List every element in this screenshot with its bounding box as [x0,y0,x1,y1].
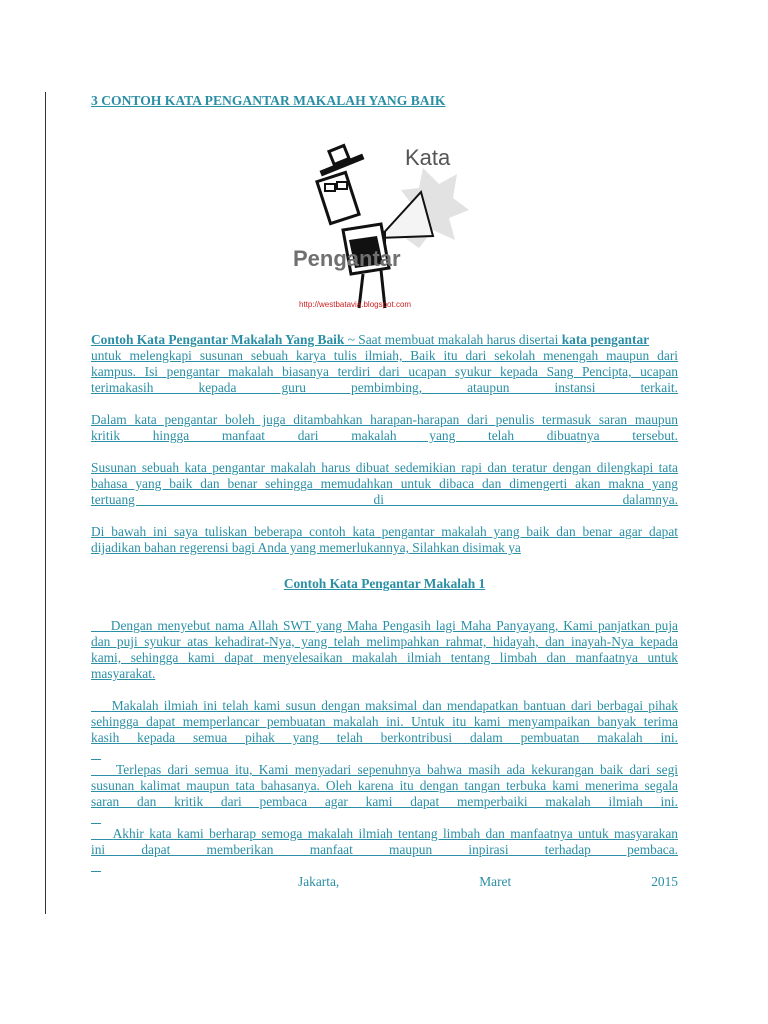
para3-line: Susunan sebuah kata pengantar makalah harus dibuat sedemikian rapi dan teratur dengan dilengkapi tata [91,460,678,475]
body-p1-line: masyarakat. [91,666,156,681]
figure-word-kata: Kata [405,145,451,170]
page-title: 3 CONTOH KATA PENGANTAR MAKALAH YANG BAIK [91,93,446,108]
para4-line: Di bawah ini saya tuliskan beberapa contoh kata pengantar makalah yang baik dan benar agar dapat [91,524,678,539]
intro-line: kampus. Isi pengantar makalah biasanya terdiri dari ucapan syukur kepada Sang Pencipta, ucapan [91,364,678,379]
head-shape [317,172,359,223]
body-p3-line: saran dan kritik dari pembaca agar kami dapat memperbaiki makalah ilmiah ini. [91,794,678,809]
intro-lead-text: ~ Saat membuat makalah harus disertai [344,332,562,347]
para3-line: tertuang di dalamnya. [91,492,678,507]
figure-url: http://westbatavia.blogspot.com [299,300,412,309]
body-p2-line: sehingga dapat memperlancar pembuatan makalah ini. Untuk itu kami menyampaikan banyak terima [91,714,678,729]
section-heading: Contoh Kata Pengantar Makalah 1 [283,576,486,591]
blank-underline [91,858,678,874]
body-p3-line: Terlepas dari semua itu, Kami menyadari sepenuhnya bahwa masih ada kekurangan baik dari segi [91,762,678,777]
body-p1-line: Dengan menyebut nama Allah SWT yang Maha Pengasih lagi Maha Panyayang, Kami panjatkan puja [91,618,678,633]
signoff-text: Jakarta, Maret 2015 [298,874,678,889]
intro-lead [91,332,678,348]
body-p2-line: Makalah ilmiah ini telah kami susun dengan maksimal dan mendapatkan bantuan dari berbagai pihak [91,698,678,713]
page-margin-line [45,92,46,914]
body-p4-line: ini dapat memberikan manfaat maupun inpirasi terhadap pembaca. [91,842,678,857]
intro-lead-bold2: kata pengantar [561,332,650,347]
body-p1-line: dan puji syukur atas kehadirat-Nya, yang telah melimpahkan rahmat, hidayah, dan inayah-Nya kepada [91,634,678,649]
blank-underline [91,746,678,762]
para3-line: bahasa yang baik dan benar sehingga memudahkan untuk dibaca dan dimengerti akan makna yang [91,476,678,491]
signoff-line [91,874,678,890]
body-p3-line: susunan kalimat maupun tata bahasanya. Oleh karena itu dengan tangan terbuka kami menerima segala [91,778,678,793]
intro-line: untuk melengkapi susunan sebuah karya tulis ilmiah, Baik itu dari sekolah menengah maupun dari [91,348,678,363]
para2-line: Dalam kata pengantar boleh juga ditambahkan harapan-harapan dari penulis termasuk saran maupun [91,412,678,427]
eye-right [337,182,347,189]
intro-line: terimakasih kepada guru pembimbing, ataupun instansi terkait. [91,380,678,395]
para4-line: dijadikan bahan regerensi bagi Anda yang memerlukannya, Silahkan disimak ya [91,540,521,555]
body-p4-line: Akhir kata kami berharap semoga makalah ilmiah tentang limbah dan manfaatnya untuk masyarakan [91,826,679,841]
body-p1-line: kami, sehingga kami dapat menyelesaikan makalah ilmiah tentang limbah dan manfaatnya untuk [91,650,678,665]
eye-left [325,184,335,191]
figure-word-pengantar: Pengantar [293,246,401,271]
para2-line: kritik hingga manfaat dari makalah yang telah dibuatnya tersebut. [91,428,678,443]
blank-underline [91,810,678,826]
intro-lead-bold: Contoh Kata Pengantar Makalah Yang Baik [91,332,345,347]
body-p2-line: kasih kepada semua pihak yang telah berkontribusi dalam pembuatan makalah ini. [91,730,678,745]
article-illustration [293,118,473,318]
document-page [91,92,678,890]
